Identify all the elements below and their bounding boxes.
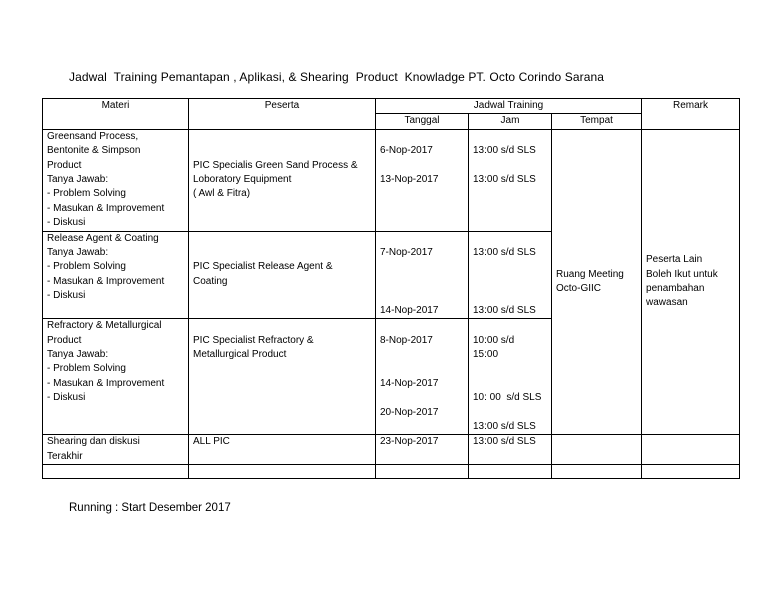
cell-line: 14-Nop-2017 — [380, 377, 439, 389]
cell-line: Peserta Lain — [646, 254, 703, 266]
table-row — [43, 435, 740, 465]
cell-line — [380, 362, 464, 376]
cell-line — [473, 260, 547, 274]
header-remark: Remark — [642, 99, 740, 130]
header-jam: Jam — [469, 114, 552, 129]
table-row — [43, 129, 740, 231]
tanggal-cell — [376, 319, 469, 435]
cell-line — [380, 275, 464, 289]
cell-line: 13:00 s/d SLS — [473, 436, 536, 448]
cell-line: Coating — [193, 275, 228, 287]
cell-line: wawasan — [646, 297, 688, 309]
header-tempat: Tempat — [552, 114, 642, 129]
peserta-cell — [189, 129, 376, 231]
cell-line: 7-Nop-2017 — [380, 247, 433, 259]
cell-line: ( Awl & Fitra) — [193, 188, 251, 200]
cell-line — [193, 144, 371, 158]
header-jadwal-training: Jadwal Training — [376, 99, 642, 114]
cell-line — [380, 289, 464, 303]
cell-line: 6-Nop-2017 — [380, 145, 433, 157]
cell-line: Metallurgical Product — [193, 348, 287, 360]
cell-line: - Problem Solving — [47, 363, 126, 375]
materi-cell — [43, 319, 189, 435]
cell-line — [473, 406, 547, 420]
cell-line — [193, 319, 371, 333]
cell-line: Refractory & Metallurgical — [47, 320, 162, 332]
document-title: Jadwal Training Pemantapan , Aplikasi, & Shearing Product Knowladge PT. Octo Corindo Sarana — [69, 70, 605, 84]
materi-cell — [43, 231, 189, 318]
cell-line: - Diskusi — [47, 392, 86, 404]
cell-line: 15:00 — [473, 348, 499, 360]
cell-line: 13-Nop-2017 — [380, 174, 439, 186]
tempat-cell-empty — [552, 435, 642, 465]
cell-line — [380, 319, 464, 333]
materi-cell — [43, 129, 189, 231]
jam-cell — [469, 231, 552, 318]
cell-line — [473, 362, 547, 376]
cell-line — [473, 377, 547, 391]
cell-line: - Masukan & Improvement — [47, 202, 165, 214]
jam-cell — [469, 129, 552, 231]
cell-line: Tanya Jawab: — [47, 174, 109, 186]
cell-line — [193, 246, 371, 260]
cell-line — [380, 232, 464, 246]
jam-cell — [469, 435, 552, 465]
cell-line: Loboratory Equipment — [193, 174, 292, 186]
header-materi: Materi — [43, 99, 189, 130]
peserta-cell — [189, 319, 376, 435]
cell-line: - Diskusi — [47, 217, 86, 229]
remark-cell-empty — [642, 435, 740, 465]
cell-line — [193, 130, 371, 144]
header-row-1 — [43, 99, 740, 114]
header-peserta: Peserta — [189, 99, 376, 130]
tanggal-cell — [376, 435, 469, 465]
cell-line: - Problem Solving — [47, 261, 126, 273]
materi-cell — [43, 435, 189, 465]
remark-cell — [642, 129, 740, 435]
cell-line: Tanya Jawab: — [47, 348, 109, 360]
cell-line: 13:00 s/d SLS — [473, 420, 536, 432]
cell-line: 14-Nop-2017 — [380, 304, 439, 316]
jam-cell — [469, 319, 552, 435]
cell-line: Terakhir — [47, 450, 83, 462]
cell-line: 13:00 s/d SLS — [473, 174, 536, 186]
cell-line — [193, 232, 371, 246]
running-note: Running : Start Desember 2017 — [69, 502, 231, 514]
cell-line: PIC Specialist Refractory & — [193, 334, 314, 346]
cell-line: 10: 00 s/d SLS — [473, 392, 542, 404]
tanggal-cell — [376, 129, 469, 231]
cell-line: - Problem Solving — [47, 188, 126, 200]
tempat-cell — [552, 129, 642, 435]
cell-line: 10:00 s/d — [473, 334, 515, 346]
cell-line: 13:00 s/d SLS — [473, 304, 536, 316]
cell-line: 20-Nop-2017 — [380, 406, 439, 418]
cell-line: - Masukan & Improvement — [47, 377, 165, 389]
peserta-cell — [189, 231, 376, 318]
cell-line: 23-Nop-2017 — [380, 436, 439, 448]
cell-line: 8-Nop-2017 — [380, 334, 433, 346]
cell-line — [473, 232, 547, 246]
cell-line: PIC Specialis Green Sand Process & — [193, 159, 358, 171]
cell-line: Octo-GIIC — [556, 283, 602, 295]
cell-line: Bentonite & Simpson — [47, 145, 141, 157]
cell-line: - Diskusi — [47, 290, 86, 302]
cell-line: Release Agent & Coating — [47, 232, 159, 244]
peserta-cell — [189, 435, 376, 465]
cell-line: Product — [47, 159, 82, 171]
training-schedule-table — [42, 98, 740, 479]
cell-line — [473, 130, 547, 144]
cell-line — [380, 348, 464, 362]
header-tanggal: Tanggal — [376, 114, 469, 129]
cell-line: ALL PIC — [193, 436, 230, 448]
cell-line: - Masukan & Improvement — [47, 275, 165, 287]
cell-line: 13:00 s/d SLS — [473, 145, 536, 157]
tanggal-cell — [376, 231, 469, 318]
cell-line: Product — [47, 334, 82, 346]
cell-line — [380, 391, 464, 405]
cell-line: Ruang Meeting — [556, 268, 624, 280]
cell-line: Shearing dan diskusi — [47, 436, 140, 448]
cell-line: PIC Specialist Release Agent & — [193, 261, 333, 273]
cell-line — [380, 130, 464, 144]
cell-line — [473, 275, 547, 289]
cell-line — [380, 159, 464, 173]
cell-line: penambahan — [646, 283, 705, 295]
cell-line: Tanya Jawab: — [47, 247, 109, 259]
cell-line: Boleh Ikut untuk — [646, 268, 718, 280]
cell-line: 13:00 s/d SLS — [473, 247, 536, 259]
cell-line — [380, 260, 464, 274]
cell-line — [473, 159, 547, 173]
cell-line — [473, 319, 547, 333]
cell-line — [473, 289, 547, 303]
table-row-empty — [43, 465, 740, 479]
cell-line: Greensand Process, — [47, 130, 139, 142]
